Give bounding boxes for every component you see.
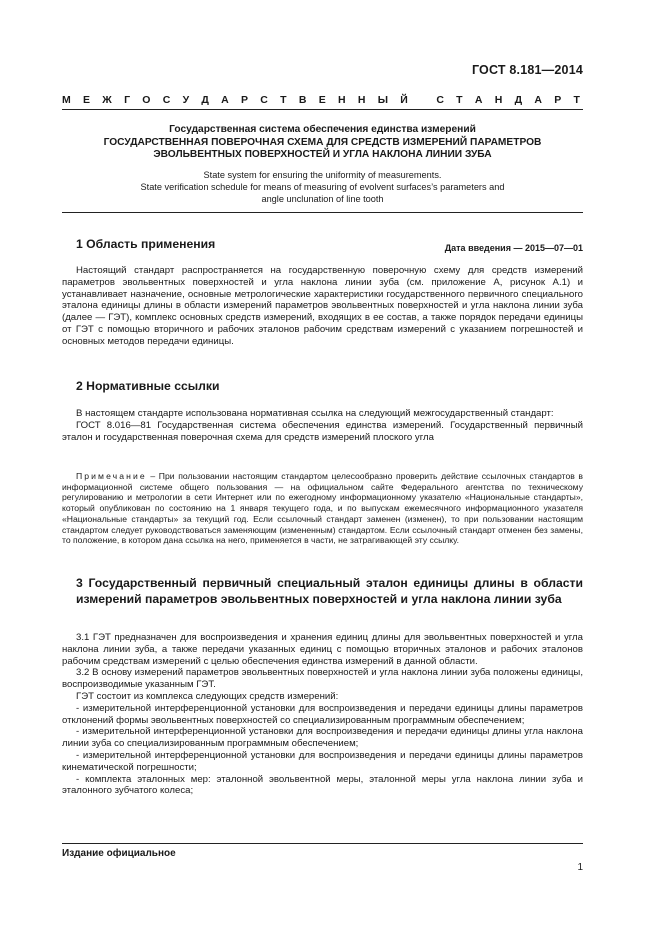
section-3-text [62, 632, 583, 797]
section-1-text [62, 265, 583, 348]
title-system: Государственная система обеспечения единства измерений [169, 124, 476, 135]
banner-letter: Н [337, 94, 346, 106]
english-title-line-1: State system for ensuring the uniformity of measurements. [203, 170, 442, 180]
banner-letter: Т [456, 94, 463, 106]
banner-letter: Р [554, 94, 562, 106]
footer-rule [62, 843, 583, 844]
section-3-paragraph-3: ГЭТ состоит из комплекса следующих средств измерений: [76, 690, 339, 702]
banner-letter: Е [83, 94, 91, 106]
banner-letter: У [182, 94, 190, 106]
banner-letter: Р [241, 94, 249, 106]
banner-letter: А [221, 94, 229, 106]
page-number: 1 [577, 862, 583, 873]
section-2-text [62, 408, 583, 443]
banner-letter: С [436, 94, 444, 106]
title-main-line-1: ГОСУДАРСТВЕННАЯ ПОВЕРОЧНАЯ СХЕМА ДЛЯ СРЕДСТВ ИЗМЕРЕНИЙ ПАРАМЕТРОВ [103, 136, 542, 148]
section-3-heading: 3 Государственный первичный специальный эталон единицы длины в области измерений параметров эвольвентных поверхностей и угла наклона линии зуба [76, 576, 583, 606]
section-1-paragraph: Настоящий стандарт распространяется на государственную поверочную схему для средств измерений параметров эвольвентных поверхностей и угла наклона линии зуба (см. приложение А, рисунок А.1) и устанавливает назначение, основные метрологические характеристики государственного первичного специального эталона единицы длины в области измерений параметров эвольвентных поверхностей и угла наклона линии зуба (далее — ГЭТ), комплекс основных средств измерений, входящих в ее состав, а также порядок передачи единицы от ГЭТ с помощью вторичного и рабочих эталонов рабочим средствам измерений с указанием погрешностей и основных методов передачи единицы. [62, 265, 583, 347]
banner-letter: Е [318, 94, 326, 106]
list-item: - измерительной интерференционной установки для воспроизведения и передачи единицы длины параметров отклонений формы эвольвентных поверхностей со специализированным программным обеспечением; [62, 702, 583, 726]
header-rule [62, 109, 583, 110]
section-2-paragraph-2: ГОСТ 8.016—81 Государственная система обеспечения единства измерений. Государственный первичный эталон и государственная поверочная схема для средств измерений плоского угла [62, 419, 583, 443]
english-title-line-3: angle unclunation of line tooth [261, 194, 384, 204]
section-2-paragraph-1: В настоящем стандарте использована нормативная ссылка на следующий межгосударственный стандарт: [76, 408, 554, 419]
note-label: Примечание [76, 471, 147, 481]
title-rule [62, 212, 583, 213]
section-2-note [62, 471, 583, 546]
list-item: - измерительной интерференционной установки для воспроизведения и передачи единицы длины параметров кинематической погрешности; [62, 749, 583, 773]
title-block [62, 124, 583, 162]
banner-letter: С [260, 94, 268, 106]
banner-letter: С [162, 94, 171, 106]
section-3-paragraph-2: 3.2 В основу измерений параметров эвольвентных поверхностей и угла наклона линии зуба положены единицы, воспроизводимые указанным ГЭТ. [62, 667, 583, 691]
banner-letter: М [62, 94, 71, 106]
banner-letter: Т [573, 94, 580, 106]
banner-letter: Ы [377, 94, 388, 106]
english-title-block [62, 169, 583, 205]
banner-letter: В [298, 94, 307, 106]
section-1-heading: 1 Область применения [76, 237, 216, 251]
interstate-standard-banner [62, 94, 580, 106]
banner-letter: А [534, 94, 542, 106]
title-main-line-2: ЭВОЛЬВЕНТНЫХ ПОВЕРХНОСТЕЙ И УГЛА НАКЛОНА ЛИНИИ ЗУБА [153, 149, 492, 161]
banner-letter: Д [201, 94, 209, 106]
banner-letter: Ж [102, 94, 112, 106]
banner-letter: А [474, 94, 483, 106]
edition-label: Издание официальное [62, 848, 176, 859]
banner-letter: Н [494, 94, 503, 106]
note-text: – При пользовании настоящим стандартом целесообразно проверить действие ссылочных стандартов в информационной системе общего пользования — на официальном сайте Федерального агентства по техническому регулированию и метрологии в сети Интернет или по ежегодному информационному указателю «Национальные стандарты», который опубликован по состоянию на 1 января текущего года, и по выпускам ежемесячного информационного указателя «Национальные стандарты» за текущий год. Если ссылочный стандарт заменен (изменен), то при пользовании настоящим стандартом следует руководствоваться заменяющим (измененным) стандартом. Если ссылочный стандарт отменен без замены, то положение, в котором дана ссылка на него, применяется в части, не затрагивающей эту ссылку. [62, 471, 583, 546]
banner-letter [420, 94, 424, 106]
banner-letter: Т [280, 94, 287, 106]
list-item: - комплекта эталонных мер: эталонной эвольвентной меры, эталонной меры угла наклона линии зуба и эталонного зубчатого колеса; [62, 773, 583, 797]
list-item: - измерительной интерференционной установки для воспроизведения и передачи единицы длины угла наклона линии зуба со специализированным программным обеспечением; [62, 726, 583, 750]
section-3-paragraph-1: 3.1 ГЭТ предназначен для воспроизведения и хранения единиц длины для эвольвентных поверхностей и угла наклона линии зуба, а также передачи указанных единиц с помощью вторичных эталонов и рабочих эталонов рабочим средствам измерений с целью обеспечения единства измерений в данной области. [62, 632, 583, 667]
document-code: ГОСТ 8.181—2014 [471, 63, 583, 77]
introduction-date: Дата введения — 2015—07—01 [444, 243, 583, 253]
banner-letter: Й [400, 94, 408, 106]
section-2-heading: 2 Нормативные ссылки [76, 379, 220, 393]
banner-letter: Н [357, 94, 366, 106]
english-title-line-2: State verification schedule for means of measuring of evolvent surfaces’s parameters and [140, 182, 505, 192]
banner-letter: О [142, 94, 151, 106]
banner-letter: Д [514, 94, 523, 106]
banner-letter: Г [124, 94, 131, 106]
